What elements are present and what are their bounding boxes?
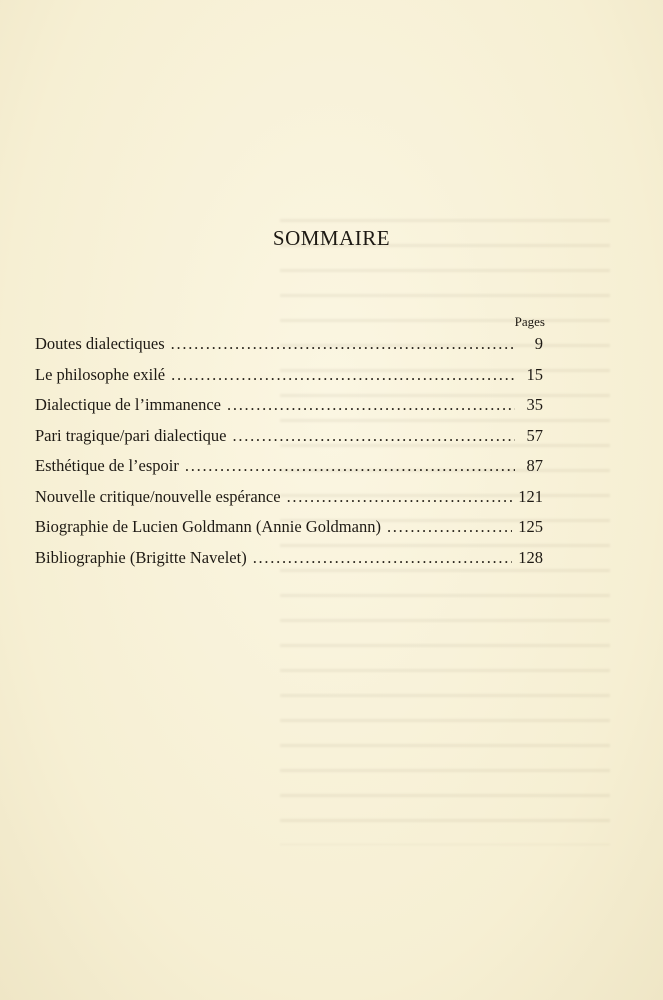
dot-leader	[171, 365, 515, 385]
toc-entry-title: Pari tragique/pari dialectique	[35, 425, 227, 445]
toc-entry-page: 15	[526, 364, 543, 384]
toc-entry-title: Doutes dialectiques	[35, 334, 165, 353]
toc-entry-page: 57	[526, 425, 543, 445]
pages-column-label: Pages	[514, 314, 545, 329]
toc-entry-page: 87	[526, 456, 543, 475]
toc-entry	[35, 548, 543, 579]
toc-entry	[35, 334, 543, 365]
toc-entry-page: 125	[518, 517, 543, 536]
toc-entry-page: 9	[534, 334, 543, 353]
toc-entry-title: Le philosophe exilé	[35, 364, 166, 384]
toc-entry-title: Dialectique de l’immanence	[35, 395, 221, 414]
dot-leader	[227, 395, 515, 415]
toc-entry	[35, 517, 543, 548]
dot-leader	[387, 517, 512, 537]
toc-entry	[35, 487, 543, 518]
dot-leader	[287, 487, 513, 507]
toc-entry	[35, 395, 543, 426]
dot-leader	[233, 426, 515, 446]
toc-entry-title: Nouvelle critique/nouvelle espérance	[35, 486, 281, 506]
dot-leader	[253, 548, 513, 568]
toc-entry	[35, 365, 543, 396]
page-title: SOMMAIRE	[272, 226, 391, 250]
table-of-contents	[35, 334, 543, 578]
toc-entry-title: Bibliographie (Brigitte Navelet)	[35, 547, 247, 567]
toc-entry-page: 128	[518, 547, 543, 567]
dot-leader	[185, 456, 515, 476]
toc-entry-page: 35	[526, 395, 543, 414]
dot-leader	[171, 334, 515, 354]
toc-entry-title: Biographie de Lucien Goldmann (Annie Goldmann)	[35, 517, 381, 536]
toc-entry-title: Esthétique de l’espoir	[35, 456, 179, 475]
toc-entry	[35, 426, 543, 457]
toc-entry-page: 121	[518, 486, 543, 506]
toc-entry	[35, 456, 543, 487]
